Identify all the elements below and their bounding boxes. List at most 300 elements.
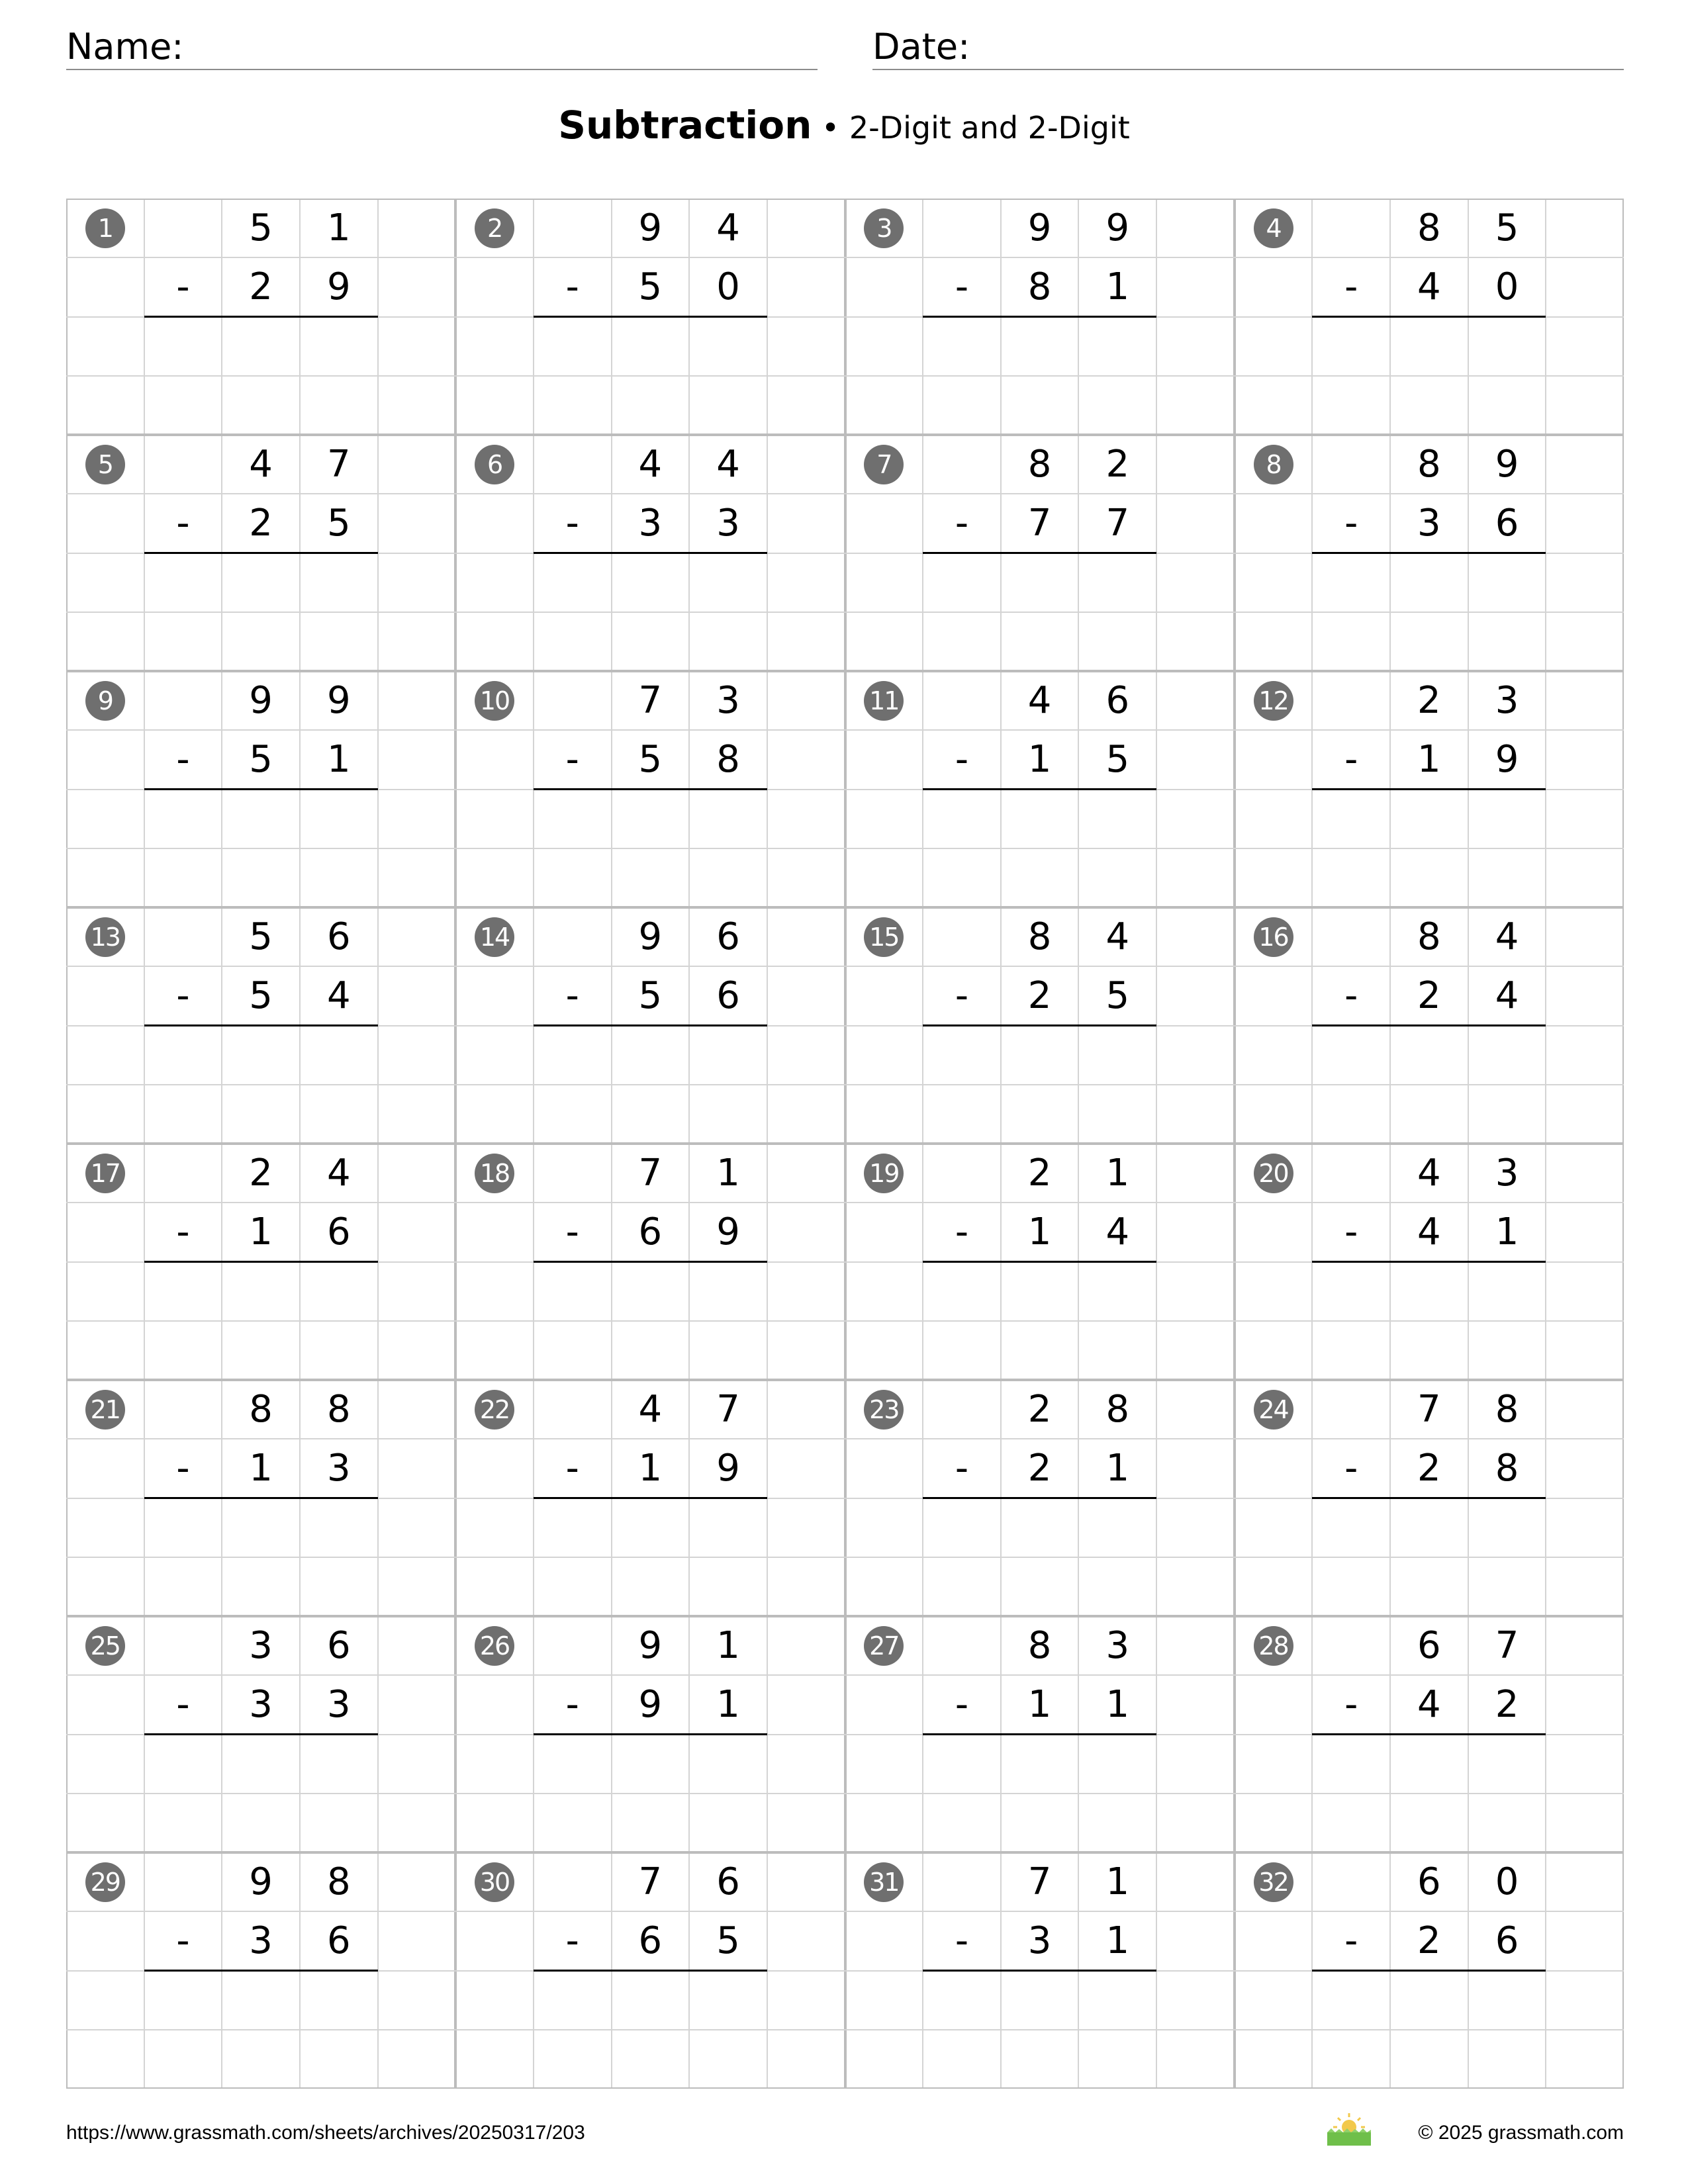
answer-cell[interactable]	[144, 790, 222, 848]
answer-cell[interactable]	[612, 1735, 690, 1794]
answer-cell[interactable]	[534, 1026, 612, 1085]
minus-sign: -	[176, 974, 190, 1017]
minus-sign: -	[176, 1210, 190, 1253]
answer-cell[interactable]	[1468, 612, 1546, 671]
answer-cell[interactable]	[1312, 1085, 1390, 1144]
problem-number-badge: 31	[864, 1862, 904, 1902]
minuend-ones-digit: 6	[326, 915, 351, 958]
answer-cell[interactable]	[1312, 790, 1390, 848]
minuend-tens-digit: 8	[249, 1387, 273, 1431]
answer-cell[interactable]	[923, 1794, 1001, 1852]
answer-cell[interactable]	[1078, 553, 1156, 612]
answer-cell[interactable]	[1312, 1262, 1390, 1321]
minuend-tens-digit: 7	[638, 1860, 663, 1903]
subtrahend-tens-digit: 5	[638, 974, 663, 1017]
problem-number-badge: 16	[1254, 917, 1293, 957]
minus-sign: -	[955, 737, 969, 781]
answer-cell[interactable]	[1078, 1971, 1156, 2030]
minuend-tens-digit: 4	[1027, 678, 1052, 722]
answer-cell[interactable]	[689, 1262, 767, 1321]
name-field[interactable]	[66, 23, 818, 70]
problem-number-badge: 8	[1254, 445, 1293, 484]
answer-cell[interactable]	[1468, 317, 1546, 376]
subtrahend-ones-digit: 5	[1105, 974, 1130, 1017]
answer-cell[interactable]	[923, 1735, 1001, 1794]
answer-cell[interactable]	[534, 1557, 612, 1616]
answer-cell[interactable]	[300, 790, 378, 848]
minus-sign: -	[565, 737, 579, 781]
answer-cell[interactable]	[1312, 376, 1390, 435]
answer-cell[interactable]	[144, 1557, 222, 1616]
answer-cell[interactable]	[1001, 1085, 1079, 1144]
problem-number-badge: 3	[864, 208, 904, 248]
answer-cell[interactable]	[144, 1026, 222, 1085]
subtrahend-ones-digit: 5	[716, 1919, 740, 1962]
problem-number-badge: 20	[1254, 1154, 1293, 1193]
minus-sign: -	[565, 1446, 579, 1490]
answer-cell[interactable]	[1468, 1085, 1546, 1144]
minus-sign: -	[955, 1682, 969, 1726]
answer-cell[interactable]	[144, 848, 222, 907]
answer-cell[interactable]	[923, 1498, 1001, 1557]
minuend-tens-digit: 9	[249, 1860, 273, 1903]
answer-cell[interactable]	[300, 376, 378, 435]
answer-cell[interactable]	[222, 1498, 300, 1557]
subtrahend-tens-digit: 5	[249, 974, 273, 1017]
subtrahend-ones-digit: 1	[716, 1682, 740, 1726]
answer-cell[interactable]	[1468, 1794, 1546, 1852]
answer-cell[interactable]	[144, 1735, 222, 1794]
answer-cell[interactable]	[1312, 1321, 1390, 1380]
answer-cell[interactable]	[689, 553, 767, 612]
answer-cell[interactable]	[1468, 1026, 1546, 1085]
answer-cell[interactable]	[1001, 553, 1079, 612]
answer-cell[interactable]	[612, 2030, 690, 2089]
subtrahend-tens-digit: 8	[1027, 265, 1052, 308]
answer-cell[interactable]	[1312, 1026, 1390, 1085]
minuend-tens-digit: 9	[638, 206, 663, 250]
answer-cell[interactable]	[534, 1971, 612, 2030]
answer-cell[interactable]	[534, 553, 612, 612]
answer-cell[interactable]	[1312, 1794, 1390, 1852]
subtrahend-tens-digit: 2	[1027, 974, 1052, 1017]
answer-cell[interactable]	[923, 1085, 1001, 1144]
minuend-tens-digit: 8	[1417, 206, 1441, 250]
answer-cell[interactable]	[222, 1971, 300, 2030]
answer-cell[interactable]	[689, 790, 767, 848]
problem-number-badge: 10	[475, 681, 514, 721]
answer-cell[interactable]	[689, 2030, 767, 2089]
answer-cell[interactable]	[1390, 1971, 1468, 2030]
answer-cell[interactable]	[689, 848, 767, 907]
answer-cell[interactable]	[1001, 1735, 1079, 1794]
answer-cell[interactable]	[923, 317, 1001, 376]
minuend-ones-digit: 9	[1105, 206, 1130, 250]
answer-cell[interactable]	[534, 612, 612, 671]
answer-cell[interactable]	[689, 1498, 767, 1557]
problem-number-badge: 4	[1254, 208, 1293, 248]
answer-cell[interactable]	[689, 376, 767, 435]
answer-cell[interactable]	[1390, 1735, 1468, 1794]
answer-cell[interactable]	[923, 376, 1001, 435]
answer-cell[interactable]	[534, 376, 612, 435]
answer-cell[interactable]	[689, 612, 767, 671]
answer-cell[interactable]	[612, 1026, 690, 1085]
answer-cell[interactable]	[612, 1971, 690, 2030]
answer-cell[interactable]	[612, 553, 690, 612]
minuend-ones-digit: 7	[716, 1387, 740, 1431]
answer-cell[interactable]	[1468, 1262, 1546, 1321]
answer-cell[interactable]	[1390, 2030, 1468, 2089]
minus-sign: -	[955, 1446, 969, 1490]
answer-cell[interactable]	[1078, 1321, 1156, 1380]
answer-cell[interactable]	[144, 1262, 222, 1321]
minuend-tens-digit: 5	[249, 915, 273, 958]
subtrahend-tens-digit: 2	[1417, 974, 1441, 1017]
subtrahend-tens-digit: 1	[1027, 737, 1052, 781]
minuend-ones-digit: 4	[1495, 915, 1519, 958]
minuend-tens-digit: 8	[1417, 915, 1441, 958]
minus-sign: -	[955, 1919, 969, 1962]
answer-cell[interactable]	[300, 848, 378, 907]
minuend-tens-digit: 4	[1417, 1151, 1441, 1195]
answer-cell[interactable]	[1001, 1262, 1079, 1321]
minus-sign: -	[176, 1446, 190, 1490]
answer-cell[interactable]	[1468, 376, 1546, 435]
answer-cell[interactable]	[1001, 1321, 1079, 1380]
minuend-ones-digit: 1	[1105, 1151, 1130, 1195]
answer-cell[interactable]	[923, 1971, 1001, 2030]
answer-cell[interactable]	[300, 1085, 378, 1144]
minus-sign: -	[176, 1919, 190, 1962]
subtrahend-ones-digit: 6	[1495, 1919, 1519, 1962]
answer-cell[interactable]	[300, 1557, 378, 1616]
answer-cell[interactable]	[689, 1557, 767, 1616]
answer-cell[interactable]	[222, 1557, 300, 1616]
answer-cell[interactable]	[1078, 848, 1156, 907]
answer-cell[interactable]	[1001, 2030, 1079, 2089]
answer-cell[interactable]	[1390, 1557, 1468, 1616]
answer-cell[interactable]	[1001, 1498, 1079, 1557]
minus-sign: -	[955, 265, 969, 308]
title-separator: •	[812, 110, 849, 146]
answer-cell[interactable]	[1001, 1794, 1079, 1852]
subtrahend-ones-digit: 6	[326, 1210, 351, 1253]
answer-cell[interactable]	[1312, 553, 1390, 612]
minuend-tens-digit: 8	[1027, 915, 1052, 958]
minuend-tens-digit: 2	[1417, 678, 1441, 722]
problem-number-badge: 15	[864, 917, 904, 957]
answer-cell[interactable]	[923, 553, 1001, 612]
answer-cell[interactable]	[1312, 2030, 1390, 2089]
minuend-tens-digit: 6	[1417, 1623, 1441, 1667]
answer-cell[interactable]	[1468, 2030, 1546, 2089]
answer-cell[interactable]	[1468, 1557, 1546, 1616]
answer-cell[interactable]	[612, 612, 690, 671]
subtrahend-ones-digit: 3	[716, 501, 740, 545]
subtrahend-ones-digit: 1	[1105, 265, 1130, 308]
answer-cell[interactable]	[1390, 790, 1468, 848]
answer-cell[interactable]	[1390, 553, 1468, 612]
answer-cell[interactable]	[689, 1735, 767, 1794]
answer-cell[interactable]	[1390, 1085, 1468, 1144]
subtrahend-ones-digit: 9	[1495, 737, 1519, 781]
minuend-ones-digit: 6	[716, 915, 740, 958]
subtrahend-ones-digit: 1	[1105, 1682, 1130, 1726]
answer-cell[interactable]	[923, 848, 1001, 907]
answer-cell[interactable]	[689, 317, 767, 376]
answer-cell[interactable]	[144, 1794, 222, 1852]
subtrahend-ones-digit: 4	[1105, 1210, 1130, 1253]
answer-cell[interactable]	[923, 2030, 1001, 2089]
answer-cell[interactable]	[1312, 1735, 1390, 1794]
minuend-tens-digit: 2	[249, 1151, 273, 1195]
answer-cell[interactable]	[144, 1498, 222, 1557]
subtrahend-ones-digit: 9	[326, 265, 351, 308]
answer-cell[interactable]	[689, 1026, 767, 1085]
problem-number-badge: 27	[864, 1626, 904, 1666]
answer-cell[interactable]	[1390, 317, 1468, 376]
minuend-tens-digit: 7	[1417, 1387, 1441, 1431]
answer-cell[interactable]	[300, 317, 378, 376]
answer-cell[interactable]	[1312, 612, 1390, 671]
problem-number-badge: 14	[475, 917, 514, 957]
minus-sign: -	[955, 501, 969, 545]
answer-cell[interactable]	[689, 1085, 767, 1144]
minus-sign: -	[176, 265, 190, 308]
answer-cell[interactable]	[1468, 848, 1546, 907]
subtrahend-ones-digit: 7	[1105, 501, 1130, 545]
minus-sign: -	[1344, 974, 1358, 1017]
answer-cell[interactable]	[1468, 1498, 1546, 1557]
answer-cell[interactable]	[612, 1085, 690, 1144]
answer-cell[interactable]	[300, 1026, 378, 1085]
minuend-ones-digit: 1	[716, 1623, 740, 1667]
subtrahend-tens-digit: 3	[1027, 1919, 1052, 1962]
answer-cell[interactable]	[1390, 848, 1468, 907]
answer-cell[interactable]	[1078, 1085, 1156, 1144]
answer-cell[interactable]	[1078, 1735, 1156, 1794]
answer-cell[interactable]	[144, 1321, 222, 1380]
answer-cell[interactable]	[144, 1085, 222, 1144]
answer-cell[interactable]	[1312, 1498, 1390, 1557]
subtrahend-ones-digit: 1	[1495, 1210, 1519, 1253]
answer-cell[interactable]	[534, 1735, 612, 1794]
answer-cell[interactable]	[1001, 1026, 1079, 1085]
answer-cell[interactable]	[222, 848, 300, 907]
answer-cell[interactable]	[923, 1321, 1001, 1380]
answer-cell[interactable]	[1312, 1971, 1390, 2030]
problem-number-badge: 19	[864, 1154, 904, 1193]
answer-cell[interactable]	[923, 1557, 1001, 1616]
answer-cell[interactable]	[144, 376, 222, 435]
answer-cell[interactable]	[612, 1321, 690, 1380]
answer-cell[interactable]	[534, 848, 612, 907]
answer-cell[interactable]	[300, 1321, 378, 1380]
answer-cell[interactable]	[612, 1262, 690, 1321]
answer-cell[interactable]	[300, 1794, 378, 1852]
answer-cell[interactable]	[222, 1085, 300, 1144]
answer-cell[interactable]	[222, 1262, 300, 1321]
minus-sign: -	[1344, 1210, 1358, 1253]
answer-cell[interactable]	[1312, 848, 1390, 907]
answer-cell[interactable]	[1001, 790, 1079, 848]
answer-cell[interactable]	[300, 612, 378, 671]
answer-cell[interactable]	[300, 2030, 378, 2089]
answer-cell[interactable]	[534, 1794, 612, 1852]
answer-cell[interactable]	[1390, 376, 1468, 435]
problem-number-badge: 17	[85, 1154, 125, 1193]
answer-cell[interactable]	[1078, 790, 1156, 848]
minuend-ones-digit: 9	[326, 678, 351, 722]
answer-cell[interactable]	[923, 790, 1001, 848]
minuend-ones-digit: 9	[1495, 442, 1519, 486]
answer-cell[interactable]	[1390, 612, 1468, 671]
subtrahend-ones-digit: 0	[1495, 265, 1519, 308]
answer-cell[interactable]	[1078, 612, 1156, 671]
answer-cell[interactable]	[222, 1794, 300, 1852]
subtrahend-tens-digit: 2	[1027, 1446, 1052, 1490]
minus-sign: -	[565, 501, 579, 545]
answer-cell[interactable]	[534, 1321, 612, 1380]
minuend-tens-digit: 2	[1027, 1387, 1052, 1431]
minuend-ones-digit: 3	[1105, 1623, 1130, 1667]
answer-cell[interactable]	[222, 2030, 300, 2089]
answer-cell[interactable]	[1078, 1026, 1156, 1085]
answer-cell[interactable]	[144, 612, 222, 671]
answer-cell[interactable]	[1468, 553, 1546, 612]
minuend-ones-digit: 8	[326, 1387, 351, 1431]
date-field[interactable]	[872, 23, 1624, 70]
minuend-ones-digit: 4	[716, 206, 740, 250]
answer-cell[interactable]	[1468, 1971, 1546, 2030]
subtrahend-tens-digit: 1	[1027, 1210, 1052, 1253]
answer-cell[interactable]	[300, 553, 378, 612]
minuend-ones-digit: 6	[716, 1860, 740, 1903]
subtrahend-tens-digit: 6	[638, 1919, 663, 1962]
answer-cell[interactable]	[612, 317, 690, 376]
answer-cell[interactable]	[222, 612, 300, 671]
subtrahend-tens-digit: 1	[1027, 1682, 1052, 1726]
problem-number-badge: 22	[475, 1390, 514, 1430]
answer-cell[interactable]	[1390, 1262, 1468, 1321]
answer-cell[interactable]	[612, 1498, 690, 1557]
answer-cell[interactable]	[222, 553, 300, 612]
problem-number-badge: 7	[864, 445, 904, 484]
answer-cell[interactable]	[1001, 1557, 1079, 1616]
answer-cell[interactable]	[1001, 376, 1079, 435]
answer-cell[interactable]	[1312, 317, 1390, 376]
minus-sign: -	[176, 501, 190, 545]
answer-cell[interactable]	[1390, 1794, 1468, 1852]
answer-cell[interactable]	[222, 376, 300, 435]
minuend-ones-digit: 2	[1105, 442, 1130, 486]
footer-url: https://www.grassmath.com/sheets/archives/20250317/203	[66, 2122, 585, 2144]
answer-cell[interactable]	[1078, 2030, 1156, 2089]
minuend-tens-digit: 9	[1027, 206, 1052, 250]
answer-cell[interactable]	[534, 1498, 612, 1557]
minuend-tens-digit: 8	[1027, 442, 1052, 486]
answer-cell[interactable]	[923, 612, 1001, 671]
title-main: Subtraction	[558, 103, 812, 148]
minuend-tens-digit: 4	[638, 442, 663, 486]
problem-number-badge: 21	[85, 1390, 125, 1430]
problem-number-badge: 32	[1254, 1862, 1293, 1902]
answer-cell[interactable]	[300, 1971, 378, 2030]
answer-cell[interactable]	[689, 1321, 767, 1380]
answer-cell[interactable]	[1078, 1794, 1156, 1852]
answer-cell[interactable]	[300, 1498, 378, 1557]
answer-cell[interactable]	[1001, 848, 1079, 907]
answer-cell[interactable]	[689, 1794, 767, 1852]
answer-cell[interactable]	[534, 2030, 612, 2089]
answer-cell[interactable]	[1468, 790, 1546, 848]
answer-cell[interactable]	[1078, 1557, 1156, 1616]
answer-cell[interactable]	[534, 1262, 612, 1321]
answer-cell[interactable]	[222, 1321, 300, 1380]
answer-cell[interactable]	[1468, 1735, 1546, 1794]
answer-cell[interactable]	[1390, 1498, 1468, 1557]
answer-cell[interactable]	[1001, 1971, 1079, 2030]
minus-sign: -	[1344, 265, 1358, 308]
subtrahend-tens-digit: 1	[1417, 737, 1441, 781]
minuend-ones-digit: 7	[326, 442, 351, 486]
answer-cell[interactable]	[144, 2030, 222, 2089]
answer-cell[interactable]	[1078, 317, 1156, 376]
answer-cell[interactable]	[1390, 1026, 1468, 1085]
answer-cell[interactable]	[1001, 317, 1079, 376]
answer-cell[interactable]	[300, 1262, 378, 1321]
answer-cell[interactable]	[222, 790, 300, 848]
answer-cell[interactable]	[1312, 1557, 1390, 1616]
minus-sign: -	[565, 1919, 579, 1962]
answer-cell[interactable]	[534, 790, 612, 848]
answer-cell[interactable]	[1078, 376, 1156, 435]
answer-cell[interactable]	[222, 1735, 300, 1794]
answer-cell[interactable]	[612, 376, 690, 435]
answer-cell[interactable]	[222, 1026, 300, 1085]
answer-cell[interactable]	[1468, 1321, 1546, 1380]
answer-cell[interactable]	[612, 1557, 690, 1616]
answer-cell[interactable]	[612, 1794, 690, 1852]
answer-cell[interactable]	[689, 1971, 767, 2030]
minus-sign: -	[1344, 737, 1358, 781]
minus-sign: -	[1344, 1919, 1358, 1962]
subtrahend-tens-digit: 1	[638, 1446, 663, 1490]
answer-cell[interactable]	[144, 553, 222, 612]
answer-cell[interactable]	[534, 1085, 612, 1144]
answer-cell[interactable]	[1001, 612, 1079, 671]
answer-cell[interactable]	[923, 1262, 1001, 1321]
answer-cell[interactable]	[144, 1971, 222, 2030]
answer-cell[interactable]	[1078, 1262, 1156, 1321]
answer-cell[interactable]	[534, 317, 612, 376]
answer-cell[interactable]	[144, 317, 222, 376]
minus-sign: -	[955, 974, 969, 1017]
answer-cell[interactable]	[1078, 1498, 1156, 1557]
minuend-ones-digit: 4	[716, 442, 740, 486]
minuend-ones-digit: 0	[1495, 1860, 1519, 1903]
minuend-tens-digit: 3	[249, 1623, 273, 1667]
answer-cell[interactable]	[612, 790, 690, 848]
answer-cell[interactable]	[923, 1026, 1001, 1085]
problem-grid	[66, 199, 1624, 2089]
answer-cell[interactable]	[612, 848, 690, 907]
answer-cell[interactable]	[222, 317, 300, 376]
problem-number-badge: 24	[1254, 1390, 1293, 1430]
answer-cell[interactable]	[300, 1735, 378, 1794]
answer-cell[interactable]	[1390, 1321, 1468, 1380]
